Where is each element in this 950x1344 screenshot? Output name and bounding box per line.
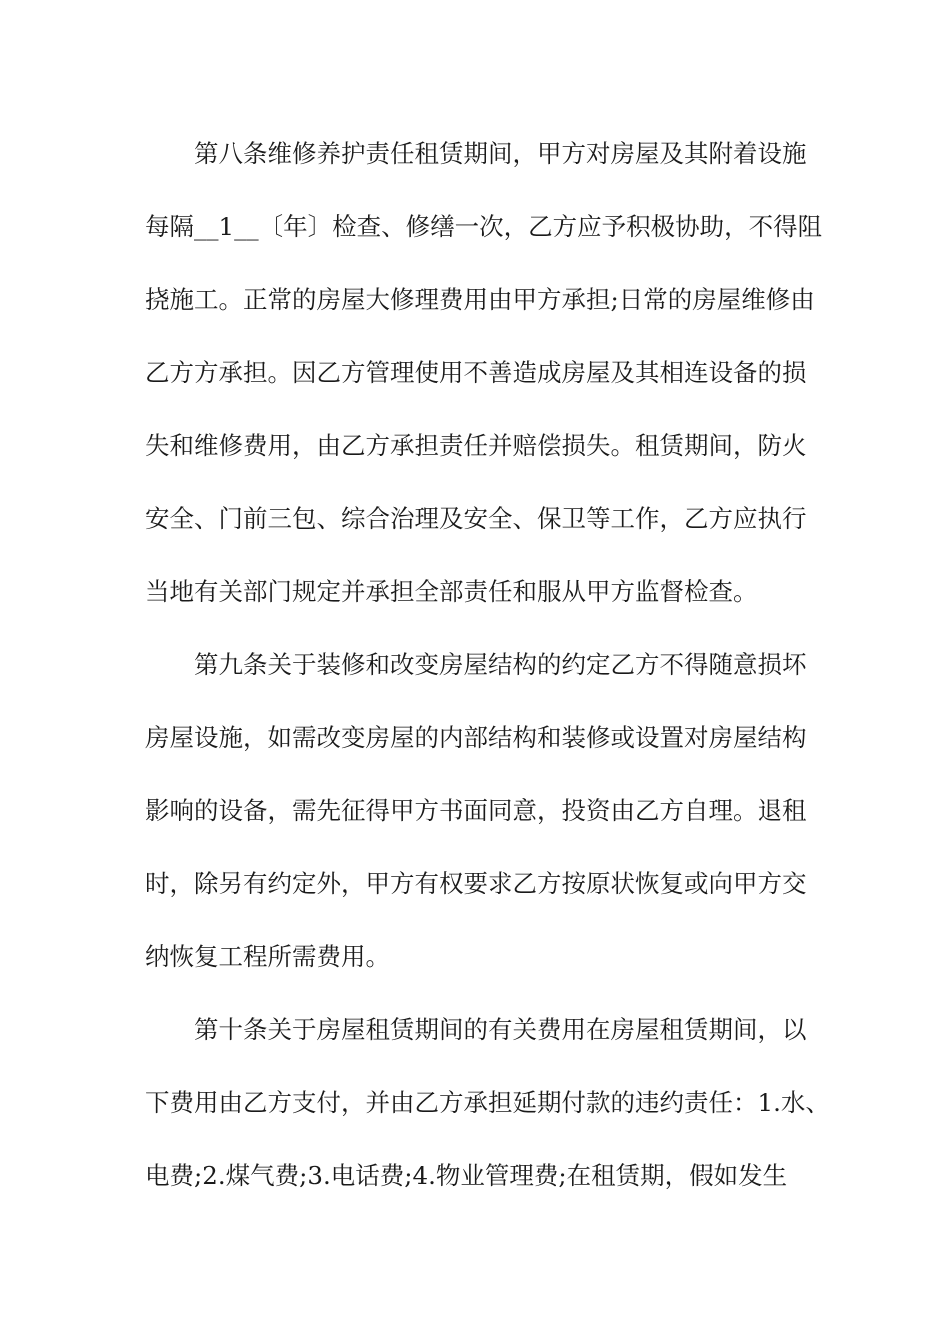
text-line: 第九条关于装修和改变房屋结构的约定乙方不得随意损坏 [194, 650, 807, 679]
text-line: 房屋设施，如需改变房屋的内部结构和装修或设置对房屋结构 [145, 723, 807, 752]
text-line: 每隔__1__〔年〕检查、修缮一次，乙方应予积极协助，不得阻 [145, 212, 823, 241]
text-line: 失和维修费用，由乙方承担责任并赔偿损失。租赁期间，防火 [145, 431, 807, 460]
text-line: 安全、门前三包、综合治理及安全、保卫等工作，乙方应执行 [145, 504, 807, 533]
text-line: 挠施工。正常的房屋大修理费用由甲方承担;日常的房屋维修由 [145, 285, 815, 314]
paragraph-article-10 [145, 1005, 830, 1224]
text-line: 纳恢复工程所需费用。 [145, 942, 390, 971]
text-line: 第八条维修养护责任租赁期间，甲方对房屋及其附着设施 [194, 139, 807, 168]
text-line: 电费;2.煤气费;3.电话费;4.物业管理费;在租赁期，假如发生 [145, 1161, 788, 1190]
paragraph-article-8 [145, 129, 823, 640]
document-body [145, 129, 830, 1224]
text-line: 影响的设备，需先征得甲方书面同意，投资由乙方自理。退租 [145, 796, 807, 825]
text-line: 乙方方承担。因乙方管理使用不善造成房屋及其相连设备的损 [145, 358, 807, 387]
text-line: 第十条关于房屋租赁期间的有关费用在房屋租赁期间，以 [194, 1015, 807, 1044]
text-line: 下费用由乙方支付，并由乙方承担延期付款的违约责任：1.水、 [145, 1088, 830, 1117]
text-line: 当地有关部门规定并承担全部责任和服从甲方监督检查。 [145, 577, 758, 606]
text-line: 时，除另有约定外，甲方有权要求乙方按原状恢复或向甲方交 [145, 869, 807, 898]
paragraph-article-9 [145, 640, 810, 1005]
